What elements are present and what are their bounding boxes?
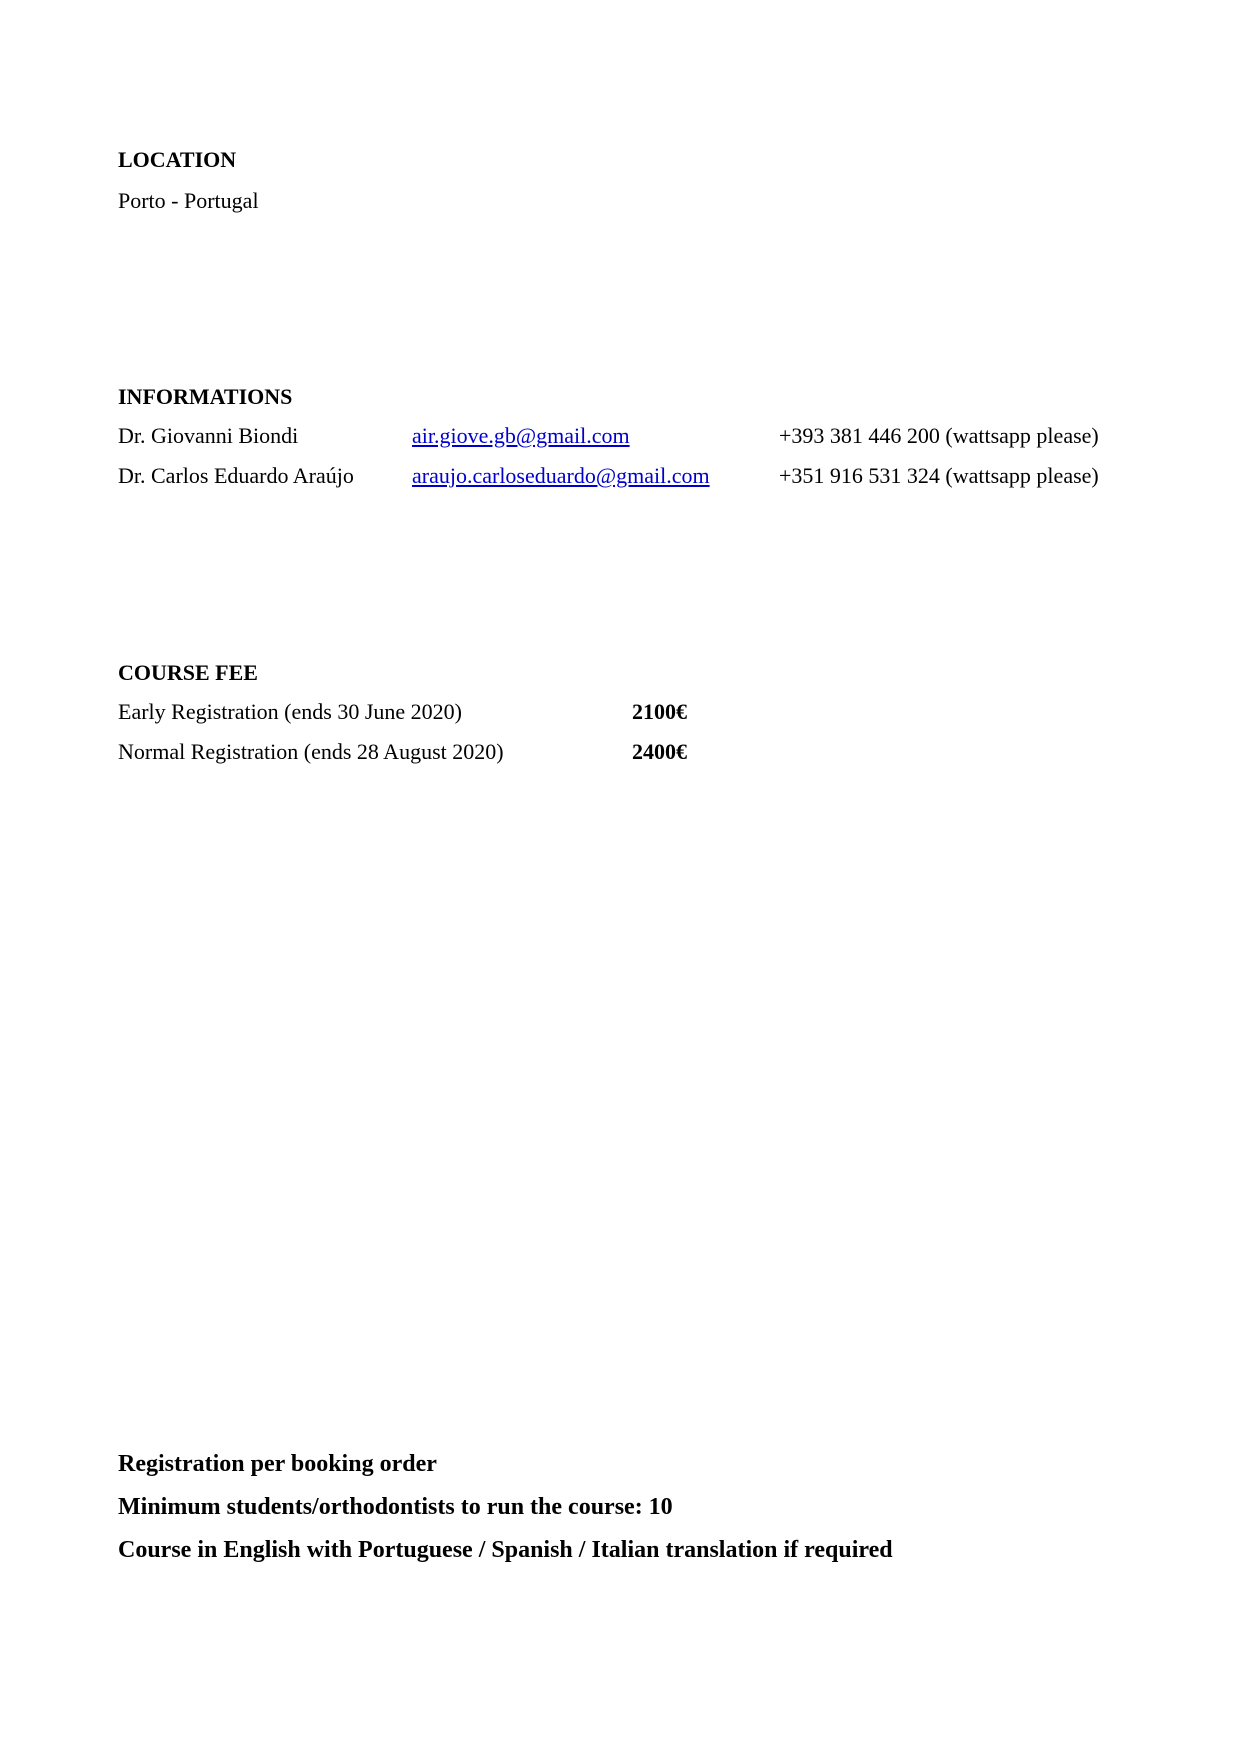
fee-label: Normal Registration (ends 28 August 2020) bbox=[118, 739, 504, 764]
location-value: Porto - Portugal bbox=[118, 188, 259, 213]
course-fee-heading: COURSE FEE bbox=[118, 660, 258, 685]
registration-note: Registration per booking order bbox=[118, 1451, 437, 1477]
contact-phone: +351 916 531 324 (wattsapp please) bbox=[779, 463, 1099, 488]
location-heading: LOCATION bbox=[118, 147, 237, 172]
fee-price: 2400€ bbox=[632, 739, 687, 764]
fee-label: Early Registration (ends 30 June 2020) bbox=[118, 699, 462, 724]
contact-email-link[interactable]: araujo.carloseduardo@gmail.com bbox=[412, 463, 710, 488]
contact-name: Dr. Carlos Eduardo Araújo bbox=[118, 463, 354, 488]
contact-phone: +393 381 446 200 (wattsapp please) bbox=[779, 423, 1099, 448]
fee-price: 2100€ bbox=[632, 699, 687, 724]
minimum-students-note: Minimum students/orthodontists to run the course: 10 bbox=[118, 1494, 673, 1520]
contact-email-link[interactable]: air.giove.gb@gmail.com bbox=[412, 423, 630, 448]
contact-name: Dr. Giovanni Biondi bbox=[118, 423, 299, 448]
informations-heading: INFORMATIONS bbox=[118, 384, 293, 409]
language-note: Course in English with Portuguese / Spanish / Italian translation if required bbox=[118, 1537, 893, 1563]
